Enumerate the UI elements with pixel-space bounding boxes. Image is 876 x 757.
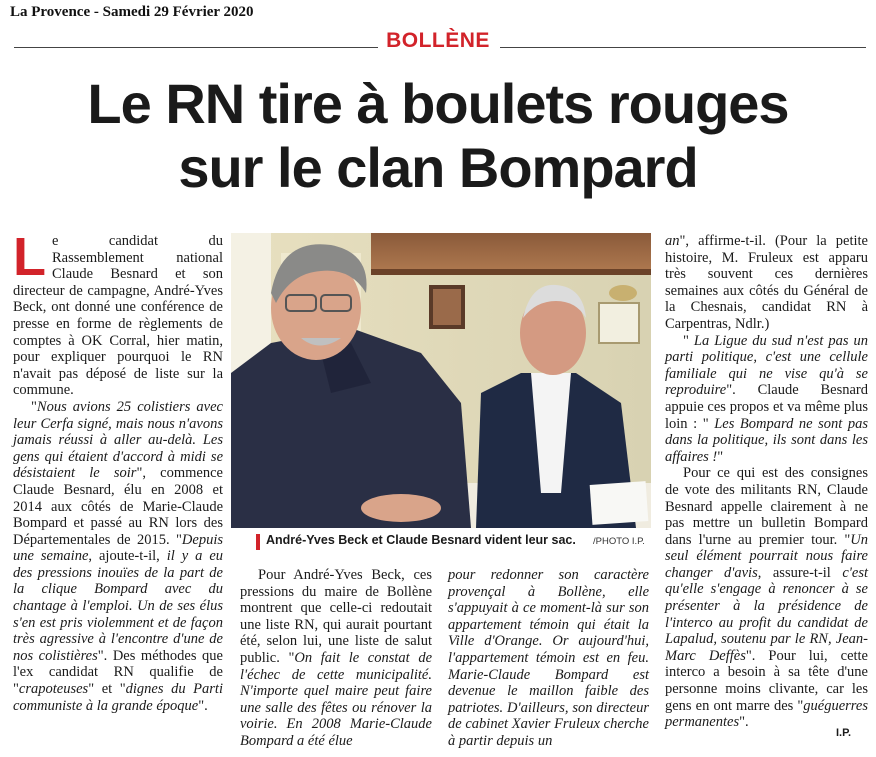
paragraph: an", affirme-t-il. (Pour la petite histoire, M. Fruleux est apparu très souvent ces dernières semaines aux côtés du Général de la Chesnais, candidat RN à Carpentras, Ndlr.) (665, 233, 868, 332)
header-rule-left (14, 47, 378, 48)
headline-line-1: Le RN tire à boulets rouges (87, 72, 789, 135)
caption-marker (256, 534, 260, 550)
photo-illustration (231, 233, 651, 528)
article-column-2 (240, 567, 432, 750)
article-column-1 (13, 227, 224, 714)
article-column-4 (665, 233, 868, 731)
paragraph: Pour ce qui est des consignes de vote des militants RN, Claude Besnard appelle clairement à ne pas mettre un bulletin Bompard dans l'urne au premier tour. "Un seul élément pourrait nous faire changer d'avis, assure-t-il c'est qu'elle s'engage à renoncer à se présenter à la présidence de l'interco au profit du candidat de Lapalud, soutenu par le RN, Jean-Marc Deffès". Pour lui, cette interco a besoin à sa tête d'une personne moins clivante, car les gens en ont marre des "guéguerres permanentes". (665, 465, 868, 731)
article-column-3 (448, 567, 649, 750)
photo-credit: /PHOTO I.P. (593, 536, 645, 547)
paragraph: "Nous avions 25 colistiers avec leur Cerfa signé, mais nous n'avons jamais réussi à aller au-delà. Les gens qui étaient d'accord à midi se désistaient le soir", commence Claude Besnard, élu en 2008 et 2014 aux côtés de Marie-Claude Bompard et passé au RN lors des Départementales de 2015. "Depuis une semaine, ajoute-t-il, il y a eu des pressions inouïes de la part de la clique Bompard avec du chantage à l'emploi. Un de ses élus s'en est pris violemment et de façon très agressive à l'encontre d'une de nos colistières". Des méthodes que l'ex candidat RN qualifie de "crapoteuses" et "dignes du Parti communiste à la grande époque". (13, 398, 224, 714)
paragraph: " La Ligue du sud n'est pas un parti politique, c'est une cellule familiale qui ne vise qu'à se reproduire". Claude Besnard appuie ces propos et va même plus loin : " Les Bompard ne sont pas dans la politique, ils sont dans les affaires !" (665, 332, 868, 465)
paragraph-text: e candidat du Rassemblement national Claude Besnard et son directeur de campagne, André-Yves Beck, ont donné une conférence de presse en forme de règlements de comptes à OK Corral, hier matin, pour expliquer pourquoi le RN n'avait pas déposé de liste sur la commune. (13, 233, 223, 399)
author-signature: I.P. (836, 727, 852, 739)
section-label: BOLLÈNE (386, 29, 490, 52)
article-photo (231, 233, 651, 528)
drop-cap: L (13, 227, 46, 287)
paragraph: Pour André-Yves Beck, ces pressions du maire de Bollène montrent que celle-ci redoutait une liste RN, qui aurait pourtant été, selon lui, une liste de salut public. "On fait le constat de l'échec de cette municipalité. N'importe quel maire peut faire une salle des fêtes ou rénover la voirie. En 2008 Marie-Claude Bompard a été élue (240, 567, 433, 749)
newspaper-masthead: La Provence - Samedi 29 Février 2020 (10, 4, 254, 20)
header-rule-right (500, 47, 866, 48)
headline-line-2: sur le clan Bompard (178, 136, 698, 199)
photo-caption: André-Yves Beck et Claude Besnard vident leur sac. (266, 533, 576, 547)
article-headline (0, 72, 876, 200)
paragraph (13, 227, 223, 399)
paragraph: pour redonner son caractère provençal à Bollène, elle s'appuyait à ce moment-là sur son appartement témoin qui était la Ville d'Orange. Or aujourd'hui, l'appartement témoin est en feu. Marie-Claude Bompard est devenue le maillon faible des patriotes. D'ailleurs, son directeur de cabinet Xavier Fruleux cherche à partir depuis un (448, 567, 649, 749)
